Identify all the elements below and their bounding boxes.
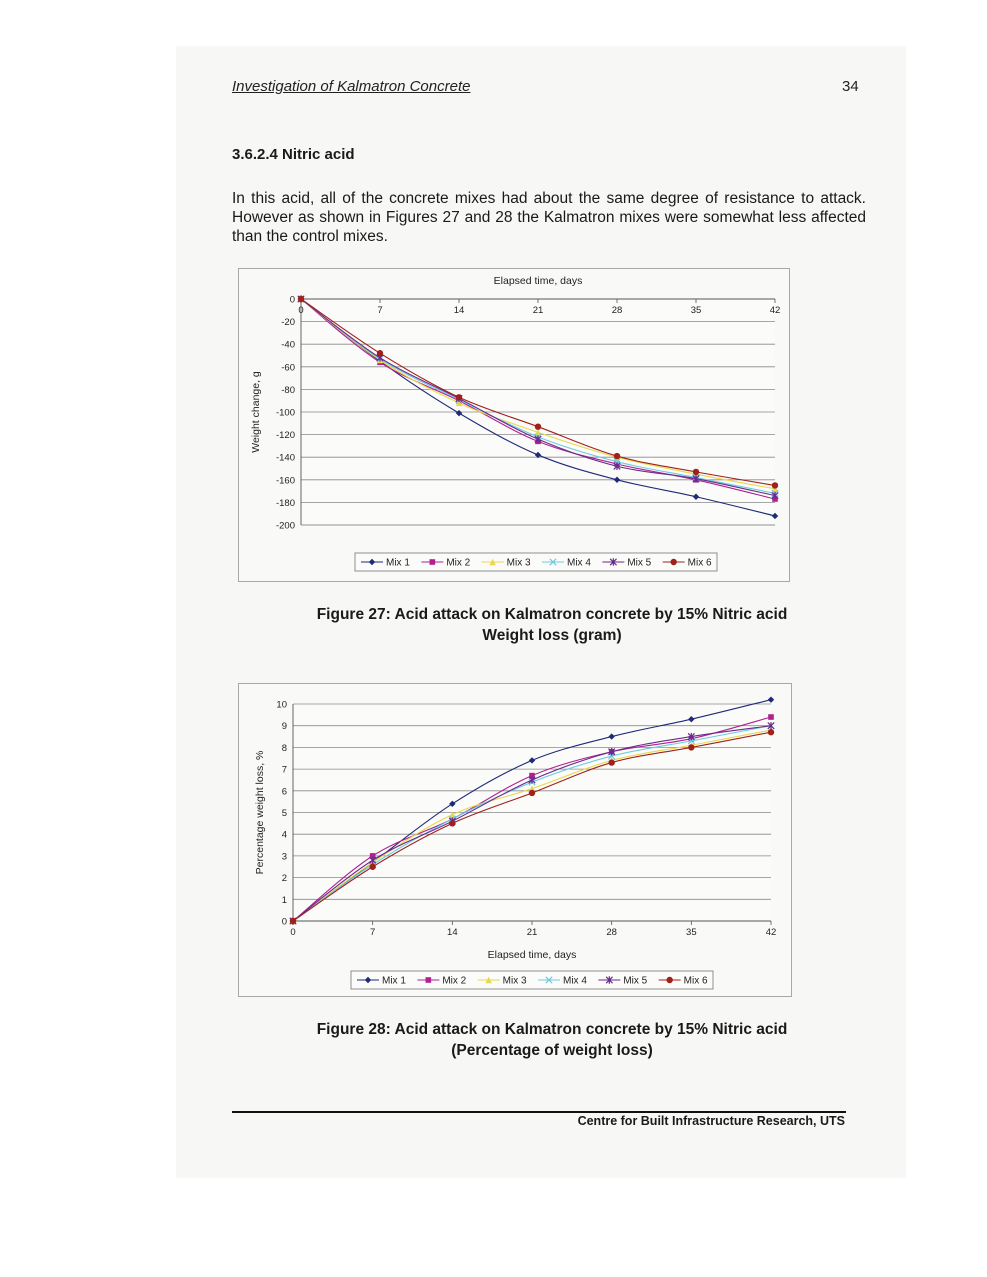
body-paragraph: In this acid, all of the concrete mixes had about the same degree of resistance to attack. However as shown in Figures 27 and 28 the Kalmatron mixes were somewhat less affected than the control mixes. [232,190,866,245]
fig27-legend [355,553,717,571]
fig28-y-tick-label: 3 [281,851,287,863]
fig27-data-point [456,394,462,400]
fig28-legend-marker [426,977,432,983]
fig28-data-point [369,864,375,870]
fig27-data-point [614,453,620,459]
fig27-legend-label: Mix 1 [386,557,410,569]
fig27-y-axis-title: Weight change, g [250,371,262,453]
fig28-x-tick-label: 35 [686,927,697,938]
fig28-legend-label: Mix 1 [382,975,406,987]
figure-28-plot [239,684,791,996]
fig27-legend-label: Mix 3 [506,557,531,569]
fig28-y-tick-label: 4 [281,829,287,841]
figure-27-caption-line1: Figure 27: Acid attack on Kalmatron concrete by 15% Nitric acid [316,606,788,623]
fig28-legend-label: Mix 4 [563,975,587,987]
fig28-x-tick-label: 42 [765,927,777,938]
figure-27-caption [232,604,872,646]
fig27-y-tick-label: -140 [275,452,295,464]
fig28-x-tick-label: 21 [526,927,538,938]
fig27-data-point [772,482,778,488]
fig27-y-tick-label: -60 [281,362,295,374]
fig28-legend-label: Mix 3 [502,975,527,987]
fig28-y-tick-label: 6 [281,786,287,798]
fig27-y-tick-label: -180 [275,497,295,509]
running-header-title: Investigation of Kalmatron Concrete [232,78,471,95]
footer-text: Centre for Built Infrastructure Research, UTS [577,1114,845,1128]
fig28-legend-label: Mix 6 [683,975,708,987]
fig27-y-tick-label: -100 [275,407,295,419]
figure-28-caption-line2: (Percentage of weight loss) [451,1042,653,1059]
figure-28-caption [232,1019,872,1061]
fig27-y-tick-label: -160 [275,475,295,487]
fig27-y-tick-label: -200 [275,520,295,532]
fig28-legend-label: Mix 5 [623,975,648,987]
fig27-x-tick-label: 7 [377,305,383,316]
fig28-x-tick-label: 28 [606,927,617,938]
fig27-x-tick-label: 28 [611,305,623,316]
fig28-legend-label: Mix 2 [442,975,467,987]
fig28-x-tick-label: 0 [290,927,296,938]
fig27-y-tick-label: -40 [281,339,295,351]
fig27-x-tick-label: 42 [769,305,781,316]
fig28-y-tick-label: 1 [281,894,287,906]
fig28-data-point [290,918,296,924]
fig27-x-tick-label: 0 [298,305,304,316]
fig28-data-point [768,696,774,702]
figure-28-chart [238,683,792,997]
fig27-data-point [535,423,541,429]
fig27-legend-label: Mix 5 [627,557,652,569]
fig27-legend-label: Mix 2 [446,557,471,569]
fig27-legend-label: Mix 4 [567,557,591,569]
fig27-y-tick-label: 0 [289,294,295,306]
figure-27-caption-line2: Weight loss (gram) [482,627,622,644]
fig27-x-tick-label: 21 [532,305,544,316]
fig27-data-point [693,469,699,475]
fig27-y-tick-label: -120 [275,430,295,442]
figure-27-plot [239,269,789,581]
fig27-legend-label: Mix 6 [687,557,712,569]
fig28-y-tick-label: 2 [281,873,287,885]
fig28-y-tick-label: 0 [281,916,287,928]
fig28-data-point [768,714,774,720]
fig27-y-tick-label: -20 [281,317,295,329]
fig28-y-tick-label: 10 [276,699,287,711]
figure-27-chart [238,268,790,582]
fig28-data-point [688,744,694,750]
figure-28-caption-line1: Figure 28: Acid attack on Kalmatron concrete by 15% Nitric acid [316,1021,788,1038]
fig28-data-point [449,820,455,826]
fig28-y-tick-label: 5 [281,808,287,819]
fig27-x-axis-title: Elapsed time, days [493,275,583,287]
fig27-x-tick-label: 14 [453,305,465,316]
fig27-legend-marker [430,559,436,565]
section-heading: 3.6.2.4 Nitric acid [232,146,355,163]
fig27-data-point [298,296,304,302]
fig28-data-point [768,729,774,735]
fig27-data-point [377,350,383,356]
fig27-y-tick-label: -80 [281,384,295,396]
fig27-x-tick-label: 35 [690,305,702,316]
fig28-y-tick-label: 8 [281,742,287,754]
fig28-data-point [529,790,535,796]
fig27-legend-marker [670,559,676,565]
fig28-y-tick-label: 7 [281,764,287,776]
footer-rule [232,1111,846,1113]
fig28-x-tick-label: 7 [370,927,376,938]
fig28-x-axis-title: Elapsed time, days [487,949,577,961]
fig28-legend-marker [666,977,672,983]
fig28-data-point [608,759,614,765]
page-number: 34 [842,78,859,95]
fig28-legend [351,971,713,989]
fig28-y-axis-title: Percentage weight loss, % [254,750,266,875]
fig28-x-tick-label: 14 [447,927,458,938]
fig28-y-tick-label: 9 [281,721,287,733]
